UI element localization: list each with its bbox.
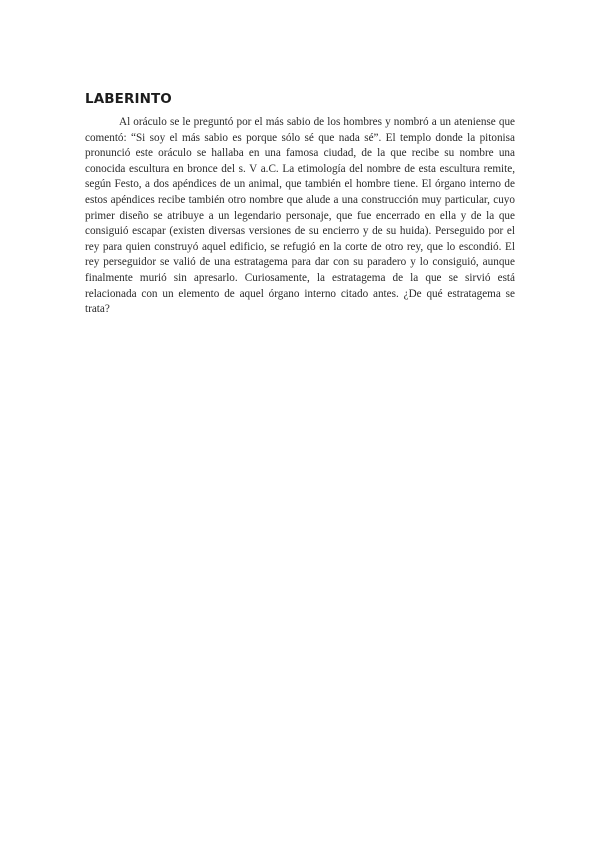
document-paragraph: Al oráculo se le preguntó por el más sabio de los hombres y nombró a un ateniense que comentó: “Si soy el más sabio es porque sólo sé que nada sé”. El templo donde la pitonisa pronunció este oráculo se hallaba en una famosa ciudad, de la que recibe su nombre una conocida escultura en bronce del s. V a.C. La etimología del nombre de esta escultura remite, según Festo, a dos apéndices de un animal, que también el hombre tiene. El órgano interno de estos apéndices recibe también otro nombre que alude a una construcción muy particular, cuyo primer diseño se atribuye a un legendario personaje, que fue encerrado en ella y de la que consiguió escapar (existen diversas versiones de su encierro y de su huida). Perseguido por el rey para quien construyó aquel edificio, se refugió en la corte de otro rey, que lo escondió. El rey perseguidor se valió de una estratagema para dar con su paradero y lo consiguió, aunque finalmente murió sin apresarlo. Curiosamente, la estratagema de la que se sirvió está relacionada con un elemento de aquel órgano interno citado antes. ¿De qué estratagema se trata? xyxy=(85,116,515,316)
document-title: LABERINTO xyxy=(85,91,172,107)
